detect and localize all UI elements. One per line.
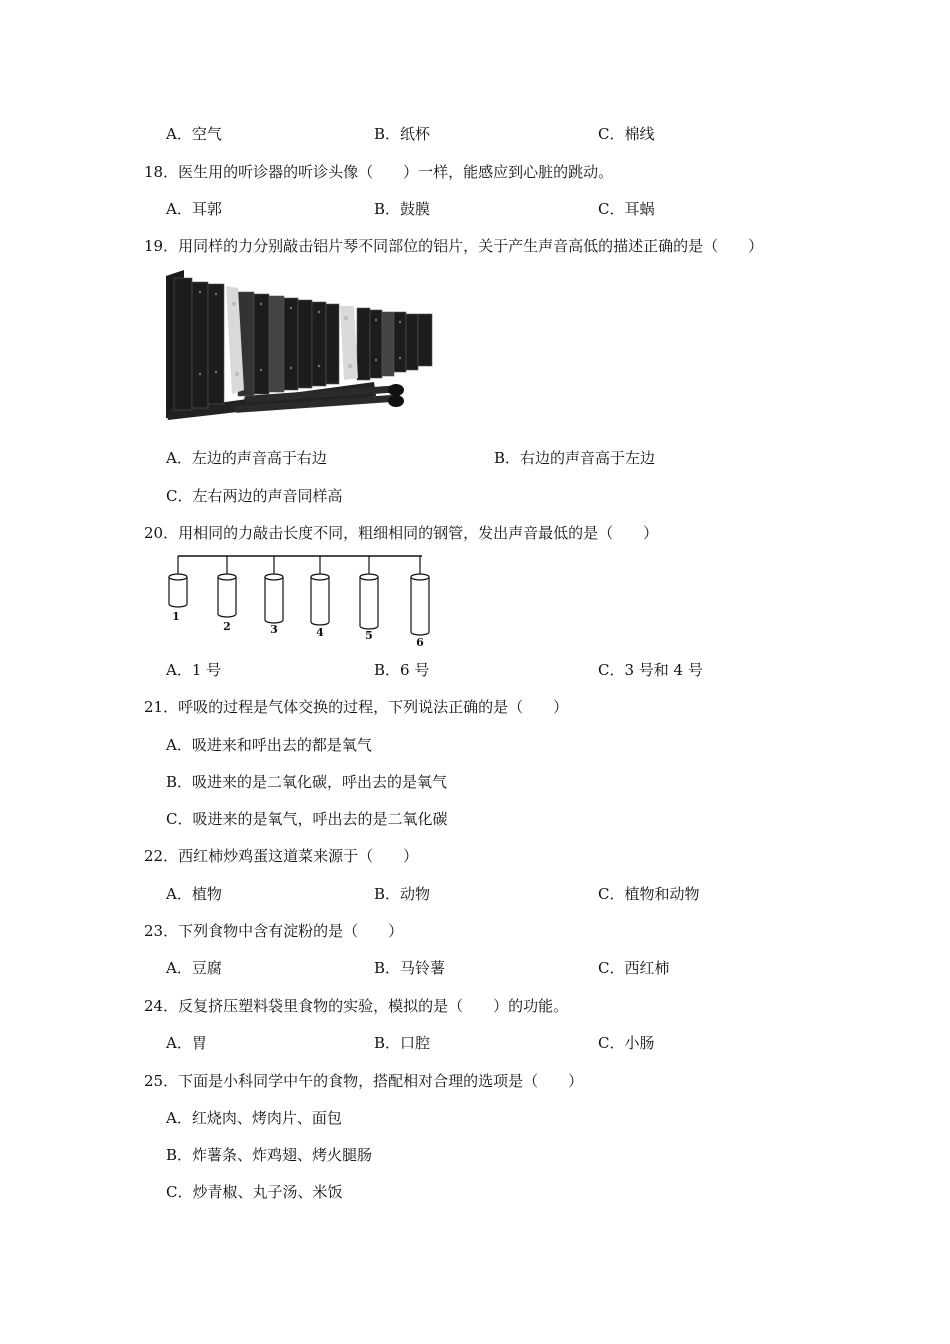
q22-option-b: B．动物 [374, 885, 431, 903]
q22-option-a: A．植物 [166, 885, 222, 903]
q17-option-a: A．空气 [166, 125, 222, 143]
xylophone-image [164, 270, 444, 420]
q17-option-c: C．棉线 [598, 125, 655, 143]
q22-stem: 22．西红柿炒鸡蛋这道菜来源于（ ） [144, 847, 419, 865]
q22-option-c: C．植物和动物 [598, 885, 700, 903]
q23-option-b: B．马铃薯 [374, 959, 446, 977]
q20-option-a: A．1 号 [166, 661, 222, 679]
steel-tubes-image [164, 552, 444, 652]
q18-option-a: A．耳郭 [166, 200, 222, 218]
q24-option-a: A．胃 [166, 1034, 207, 1052]
q25-option-b: B．炸薯条、炸鸡翅、烤火腿肠 [166, 1146, 373, 1164]
tube-label-6: 6 [416, 636, 424, 649]
tube-label-3: 3 [270, 623, 278, 636]
q19-stem: 19．用同样的力分别敲击铝片琴不同部位的铝片，关于产生声音高低的描述正确的是（ ） [144, 237, 764, 255]
q21-stem: 21．呼吸的过程是气体交换的过程，下列说法正确的是（ ） [144, 698, 569, 716]
q21-option-c: C．吸进来的是氧气，呼出去的是二氧化碳 [166, 810, 448, 828]
q19-option-b: B．右边的声音高于左边 [494, 449, 656, 467]
tube-label-4: 4 [316, 626, 324, 639]
q18-option-c: C．耳蜗 [598, 200, 655, 218]
q23-option-a: A．豆腐 [166, 959, 222, 977]
q24-option-b: B．口腔 [374, 1034, 431, 1052]
tube-label-1: 1 [172, 610, 180, 623]
q18-option-b: B．鼓膜 [374, 200, 431, 218]
q24-stem: 24．反复挤压塑料袋里食物的实验，模拟的是（ ）的功能。 [144, 997, 569, 1015]
q20-option-b: B．6 号 [374, 661, 430, 679]
q18-stem: 18．医生用的听诊器的听诊头像（ ）一样，能感应到心脏的跳动。 [144, 163, 614, 181]
q25-option-a: A．红烧肉、烤肉片、面包 [166, 1109, 342, 1127]
q23-option-c: C．西红柿 [598, 959, 670, 977]
q21-option-b: B．吸进来的是二氧化碳，呼出去的是氧气 [166, 773, 448, 791]
q20-stem: 20．用相同的力敲击长度不同，粗细相同的钢管，发出声音最低的是（ ） [144, 524, 659, 542]
q25-stem: 25．下面是小科同学中午的食物，搭配相对合理的选项是（ ） [144, 1072, 584, 1090]
tube-label-2: 2 [223, 620, 231, 633]
q17-option-b: B．纸杯 [374, 125, 431, 143]
tube-label-5: 5 [365, 629, 373, 642]
q25-option-c: C．炒青椒、丸子汤、米饭 [166, 1183, 343, 1201]
q19-option-c: C．左右两边的声音同样高 [166, 487, 343, 505]
q19-option-a: A．左边的声音高于右边 [166, 449, 327, 467]
q21-option-a: A．吸进来和呼出去的都是氧气 [166, 736, 372, 754]
q23-stem: 23．下列食物中含有淀粉的是（ ） [144, 922, 404, 940]
q24-option-c: C．小肠 [598, 1034, 655, 1052]
q20-option-c: C．3 号和 4 号 [598, 661, 703, 679]
